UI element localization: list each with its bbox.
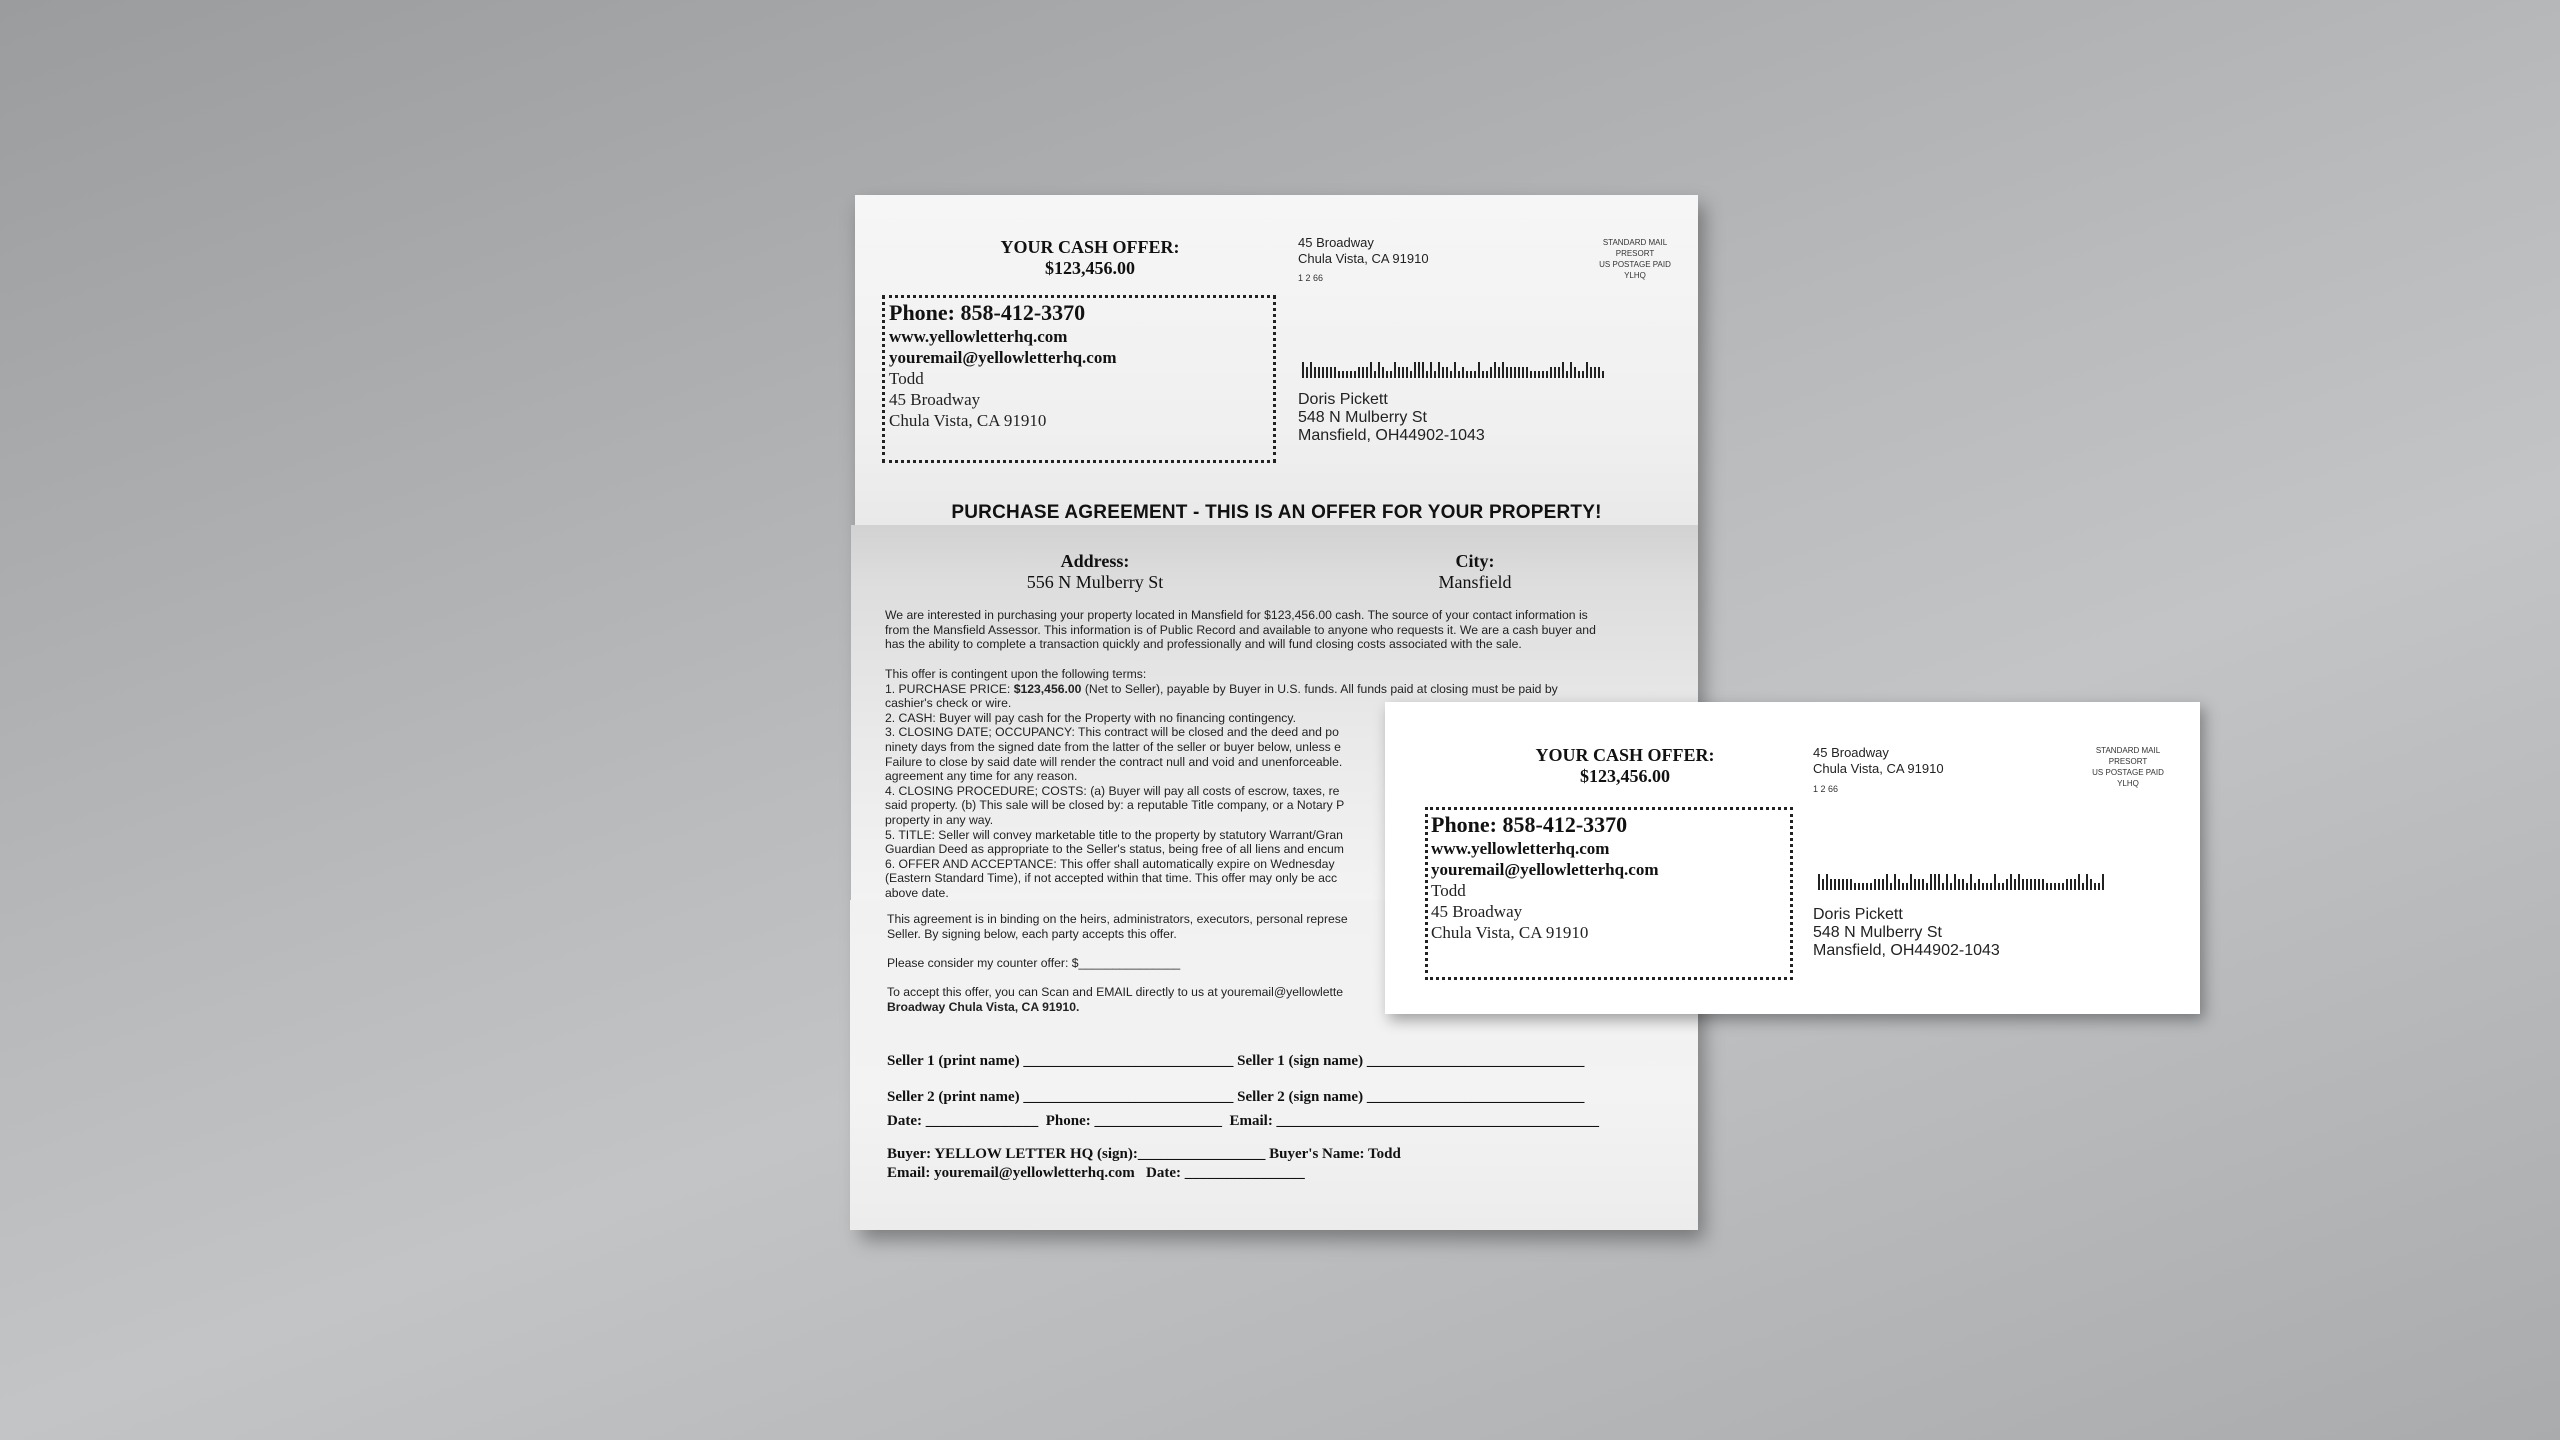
barcode-bar: [2090, 879, 2092, 890]
barcode-bar: [1874, 879, 1876, 890]
barcode-bar: [2022, 879, 2024, 890]
terms-line: This offer is contingent upon the following terms:: [885, 667, 1147, 681]
intro-paragraph: [885, 608, 1685, 652]
barcode-bar: [1602, 371, 1604, 378]
barcode-bar: [2078, 874, 2080, 890]
barcode-bar: [1554, 367, 1556, 378]
return-address-line: 45 Broadway: [1298, 235, 1374, 250]
contact-name: Todd: [889, 369, 924, 388]
barcode-bar: [1406, 367, 1408, 378]
barcode-bar: [1898, 879, 1900, 890]
barcode-bar: [1990, 883, 1992, 890]
barcode-bar: [1498, 367, 1500, 378]
binding-line: This agreement is in binding on the heirs, administrators, executors, personal represe: [887, 912, 1348, 926]
barcode-bar: [1962, 879, 1964, 890]
barcode-bar: [1318, 367, 1320, 378]
terms-line: 4. CLOSING PROCEDURE; COSTS: (a) Buyer will pay all costs of escrow, taxes, re: [885, 783, 1340, 798]
barcode-bar: [2066, 879, 2068, 890]
barcode-bar: [1842, 879, 1844, 890]
envelope-contact-info-box: [1425, 807, 1793, 980]
barcode-bar: [1846, 879, 1848, 890]
offer-amount: $123,456.00: [1045, 258, 1135, 278]
barcode-bar: [1914, 879, 1916, 890]
address-label: Address:: [1060, 551, 1130, 571]
barcode-bar: [1562, 362, 1564, 378]
terms-line: above date.: [885, 885, 949, 900]
postage-line: PRESORT: [2108, 757, 2148, 766]
barcode-bar: [1854, 883, 1856, 890]
barcode-bar: [1894, 874, 1896, 890]
barcode-bar: [1334, 367, 1336, 378]
barcode-bar: [2074, 879, 2076, 890]
recipient-line: Mansfield, OH44902-1043: [1813, 942, 2000, 959]
intro-line: from the Mansfield Assessor. This information is of Public Record and available to anyone who requests it. We are a cash buyer and: [885, 622, 1596, 637]
barcode-bar: [2050, 883, 2052, 890]
barcode-bar: [1454, 362, 1456, 378]
barcode-bar: [1862, 883, 1864, 890]
barcode-bar: [2054, 883, 2056, 890]
envelope: [1385, 702, 2200, 1014]
envelope-cash-offer-heading: [1500, 745, 1750, 787]
terms-line: (Eastern Standard Time), if not accepted within that time. This offer may only be acc: [885, 871, 1338, 886]
accept-line: Broadway Chula Vista, CA 91910.: [887, 999, 1080, 1014]
buyer-email-date-line[interactable]: Email: youremail@yellowletterhq.com Date: ________________: [887, 1165, 1305, 1181]
barcode-bar: [1358, 367, 1360, 378]
barcode-bar: [2014, 879, 2016, 890]
address-value: 556 N Mulberry St: [1026, 572, 1164, 592]
barcode-bar: [1558, 367, 1560, 378]
envelope-recipient-address: [1813, 906, 2000, 960]
agreement-title: PURCHASE AGREEMENT - THIS IS AN OFFER FOR YOUR PROPERTY!: [951, 502, 1602, 523]
barcode-bar: [1534, 371, 1536, 378]
mail-code: 1 2 66: [1298, 273, 1324, 283]
recipient-line: Doris Pickett: [1298, 391, 1388, 408]
barcode-bar: [1314, 367, 1316, 378]
barcode-bar: [2086, 874, 2088, 890]
barcode-bar: [1390, 371, 1392, 378]
barcode-bar: [2070, 879, 2072, 890]
barcode-bar: [1870, 883, 1872, 890]
barcode-bar: [1414, 362, 1416, 378]
barcode-bar: [1450, 371, 1452, 378]
barcode-bar: [1822, 879, 1824, 890]
contact-name: Todd: [1431, 881, 1466, 900]
return-address: [1298, 235, 1429, 267]
barcode-bar: [1542, 371, 1544, 378]
barcode-bar: [1886, 874, 1888, 890]
barcode-bar: [1486, 371, 1488, 378]
barcode-bar: [1530, 371, 1532, 378]
barcode-bar: [1322, 367, 1324, 378]
envelope-mail-code: 1 2 66: [1813, 784, 1839, 794]
contact-email: youremail@yellowletterhq.com: [889, 348, 1117, 367]
contact-street: 45 Broadway: [1431, 902, 1523, 921]
barcode-bar: [1974, 883, 1976, 890]
contact-website: www.yellowletterhq.com: [1431, 839, 1610, 858]
barcode-bar: [1834, 879, 1836, 890]
date-phone-email-line[interactable]: Date: _______________ Phone: _________________ Email: ___________________________________________: [887, 1113, 1600, 1129]
barcode-bar: [1386, 371, 1388, 378]
barcode-bar: [1826, 874, 1828, 890]
barcode-bar: [1330, 367, 1332, 378]
barcode-bar: [1978, 879, 1980, 890]
barcode-bar: [1982, 883, 1984, 890]
terms-line: ninety days from the signed date from the latter of the seller or buyer below, unless e: [885, 739, 1341, 754]
terms-line: 5. TITLE: Seller will convey marketable title to the property by statutory Warrant/Gran: [885, 827, 1343, 842]
barcode-bar: [1866, 883, 1868, 890]
barcode-bar: [1470, 371, 1472, 378]
barcode-bar: [1446, 367, 1448, 378]
contact-street: 45 Broadway: [889, 390, 981, 409]
barcode-bar: [1994, 874, 1996, 890]
barcode-bar: [1462, 367, 1464, 378]
contact-website: www.yellowletterhq.com: [889, 327, 1068, 346]
barcode-bar: [1422, 362, 1424, 378]
barcode-bar: [1338, 371, 1340, 378]
barcode-bar: [1934, 874, 1936, 890]
postage-line: STANDARD MAIL: [1602, 238, 1668, 247]
barcode-bar: [1302, 362, 1304, 378]
barcode-bar: [1458, 371, 1460, 378]
cash-offer-heading: [965, 237, 1215, 279]
barcode-bar: [1438, 362, 1440, 378]
contact-city: Chula Vista, CA 91910: [889, 411, 1047, 430]
barcode-bar: [1986, 883, 1988, 890]
postage-line: US POSTAGE PAID: [1599, 260, 1671, 269]
recipient-address: [1298, 391, 1485, 445]
barcode-bar: [1518, 367, 1520, 378]
barcode-bar: [1502, 362, 1504, 378]
barcode-bar: [2082, 883, 2084, 890]
recipient-line: Doris Pickett: [1813, 906, 1903, 923]
envelope-return-address: [1813, 745, 1944, 777]
city-value: Mansfield: [1438, 572, 1512, 592]
binding-line: Seller. By signing below, each party accepts this offer.: [887, 926, 1177, 941]
terms-line: property in any way.: [885, 812, 994, 827]
barcode-bar: [1598, 367, 1600, 378]
barcode-bar: [1378, 362, 1380, 378]
barcode-bar: [1514, 367, 1516, 378]
return-address-line: Chula Vista, CA 91910: [1298, 251, 1429, 266]
barcode-bar: [1926, 883, 1928, 890]
terms-line: 6. OFFER AND ACCEPTANCE: This offer shall automatically expire on Wednesday: [885, 856, 1335, 871]
postal-barcode: [1302, 362, 1604, 378]
barcode-bar: [1818, 874, 1820, 890]
barcode-bar: [1366, 367, 1368, 378]
barcode-bar: [1570, 362, 1572, 378]
barcode-bar: [1998, 883, 2000, 890]
terms-line: cashier's check or wire.: [885, 696, 1012, 711]
barcode-bar: [1950, 883, 1952, 890]
recipient-line: 548 N Mulberry St: [1298, 409, 1427, 426]
barcode-bar: [1838, 879, 1840, 890]
terms-line: 3. CLOSING DATE; OCCUPANCY: This contract will be closed and the deed and po: [885, 725, 1339, 740]
barcode-bar: [1402, 367, 1404, 378]
barcode-bar: [1594, 367, 1596, 378]
barcode-bar: [2046, 883, 2048, 890]
barcode-bar: [2098, 883, 2100, 890]
barcode-bar: [1922, 879, 1924, 890]
barcode-bar: [2102, 874, 2104, 890]
barcode-bar: [1850, 879, 1852, 890]
barcode-bar: [1398, 367, 1400, 378]
barcode-bar: [2042, 879, 2044, 890]
barcode-bar: [2018, 874, 2020, 890]
barcode-bar: [1410, 371, 1412, 378]
barcode-bar: [1434, 371, 1436, 378]
barcode-bar: [1354, 371, 1356, 378]
envelope-offer-label: YOUR CASH OFFER:: [1535, 745, 1715, 765]
barcode-bar: [1510, 367, 1512, 378]
barcode-bar: [1910, 874, 1912, 890]
return-address-line: Chula Vista, CA 91910: [1813, 761, 1944, 776]
terms-line: 2. CASH: Buyer will pay cash for the Property with no financing contingency.: [885, 710, 1296, 725]
barcode-bar: [1346, 371, 1348, 378]
postage-line: PRESORT: [1615, 249, 1655, 258]
envelope-postal-barcode: [1818, 874, 2104, 890]
barcode-bar: [1906, 883, 1908, 890]
barcode-bar: [1902, 883, 1904, 890]
barcode-bar: [2006, 879, 2008, 890]
return-address-line: 45 Broadway: [1813, 745, 1889, 760]
barcode-bar: [1426, 371, 1428, 378]
barcode-bar: [1930, 874, 1932, 890]
recipient-line: Mansfield, OH44902-1043: [1298, 427, 1485, 444]
barcode-bar: [1550, 367, 1552, 378]
barcode-bar: [1890, 883, 1892, 890]
barcode-bar: [1538, 371, 1540, 378]
barcode-bar: [1394, 362, 1396, 378]
barcode-bar: [1326, 367, 1328, 378]
contact-city: Chula Vista, CA 91910: [1431, 923, 1589, 942]
barcode-bar: [1590, 367, 1592, 378]
barcode-bar: [1830, 879, 1832, 890]
barcode-bar: [2002, 883, 2004, 890]
barcode-bar: [1942, 883, 1944, 890]
barcode-bar: [1878, 879, 1880, 890]
postage-line: STANDARD MAIL: [2095, 746, 2161, 755]
envelope-postage-indicia: [2083, 745, 2173, 789]
barcode-bar: [1918, 879, 1920, 890]
barcode-bar: [1858, 883, 1860, 890]
barcode-bar: [1306, 367, 1308, 378]
seller2-signature-line[interactable]: Seller 2 (print name) ____________________________ Seller 2 (sign name) _____________________________: [887, 1089, 1585, 1105]
buyer-signature-line[interactable]: Buyer: YELLOW LETTER HQ (sign):_________________ Buyer's Name: Todd: [887, 1146, 1401, 1162]
barcode-bar: [1954, 874, 1956, 890]
offer-label: YOUR CASH OFFER:: [1000, 237, 1180, 257]
terms-line: agreement any time for any reason.: [885, 769, 1078, 784]
postage-line: YLHQ: [2117, 779, 2139, 788]
barcode-bar: [1578, 371, 1580, 378]
barcode-bar: [1966, 883, 1968, 890]
barcode-bar: [1466, 371, 1468, 378]
barcode-bar: [1490, 367, 1492, 378]
terms-line: Failure to close by said date will render the contract null and void and unenforceable.: [885, 754, 1343, 769]
barcode-bar: [1566, 371, 1568, 378]
barcode-bar: [1418, 362, 1420, 378]
barcode-bar: [1362, 367, 1364, 378]
recipient-line: 548 N Mulberry St: [1813, 924, 1942, 941]
barcode-bar: [2010, 874, 2012, 890]
postage-indicia: [1590, 237, 1680, 281]
barcode-bar: [1350, 371, 1352, 378]
terms-line: 1. PURCHASE PRICE: $123,456.00 (Net to Seller), payable by Buyer in U.S. funds. All funds paid at closing must be paid by: [885, 681, 1558, 696]
barcode-bar: [2094, 883, 2096, 890]
barcode-bar: [1342, 371, 1344, 378]
barcode-bar: [2026, 879, 2028, 890]
intro-line: We are interested in purchasing your property located in Mansfield for $123,456.00 cash. The source of your contact information is: [885, 608, 1588, 622]
envelope-offer-amount: $123,456.00: [1580, 766, 1670, 786]
barcode-bar: [1582, 371, 1584, 378]
contact-info-box: [882, 295, 1276, 463]
barcode-bar: [1430, 362, 1432, 378]
property-address: [945, 551, 1245, 593]
barcode-bar: [1494, 362, 1496, 378]
postage-line: YLHQ: [1624, 271, 1646, 280]
barcode-bar: [1382, 367, 1384, 378]
postage-line: US POSTAGE PAID: [2092, 768, 2164, 777]
barcode-bar: [1478, 362, 1480, 378]
barcode-bar: [2034, 879, 2036, 890]
barcode-bar: [2030, 879, 2032, 890]
barcode-bar: [1474, 371, 1476, 378]
barcode-bar: [1586, 362, 1588, 378]
barcode-bar: [1574, 367, 1576, 378]
barcode-bar: [1946, 874, 1948, 890]
contact-phone: Phone: 858-412-3370: [889, 300, 1086, 325]
barcode-bar: [1506, 367, 1508, 378]
counter-offer-line: Please consider my counter offer: $_______________: [887, 956, 1181, 970]
barcode-bar: [2058, 883, 2060, 890]
barcode-bar: [1370, 362, 1372, 378]
barcode-bar: [1374, 371, 1376, 378]
accept-line: To accept this offer, you can Scan and EMAIL directly to us at youremail@yellowlette: [887, 985, 1344, 999]
barcode-bar: [1442, 367, 1444, 378]
barcode-bar: [1310, 362, 1312, 378]
seller1-signature-line[interactable]: Seller 1 (print name) ____________________________ Seller 1 (sign name) _____________________________: [887, 1053, 1585, 1069]
barcode-bar: [1882, 879, 1884, 890]
barcode-bar: [1938, 874, 1940, 890]
barcode-bar: [1970, 874, 1972, 890]
barcode-bar: [1526, 367, 1528, 378]
intro-line: has the ability to complete a transaction quickly and professionally and will fund closing costs associated with the sale.: [885, 637, 1522, 652]
barcode-bar: [2062, 883, 2064, 890]
property-city: [1375, 551, 1575, 593]
contact-phone: Phone: 858-412-3370: [1431, 812, 1628, 837]
contact-email: youremail@yellowletterhq.com: [1431, 860, 1659, 879]
barcode-bar: [2038, 879, 2040, 890]
barcode-bar: [1522, 367, 1524, 378]
barcode-bar: [1482, 371, 1484, 378]
city-label: City:: [1455, 551, 1495, 571]
barcode-bar: [1958, 879, 1960, 890]
barcode-bar: [1546, 371, 1548, 378]
terms-line: said property. (b) This sale will be closed by: a reputable Title company, or a Notary P: [885, 798, 1345, 813]
terms-line: Guardian Deed as appropriate to the Seller's status, being free of all liens and encum: [885, 842, 1344, 857]
